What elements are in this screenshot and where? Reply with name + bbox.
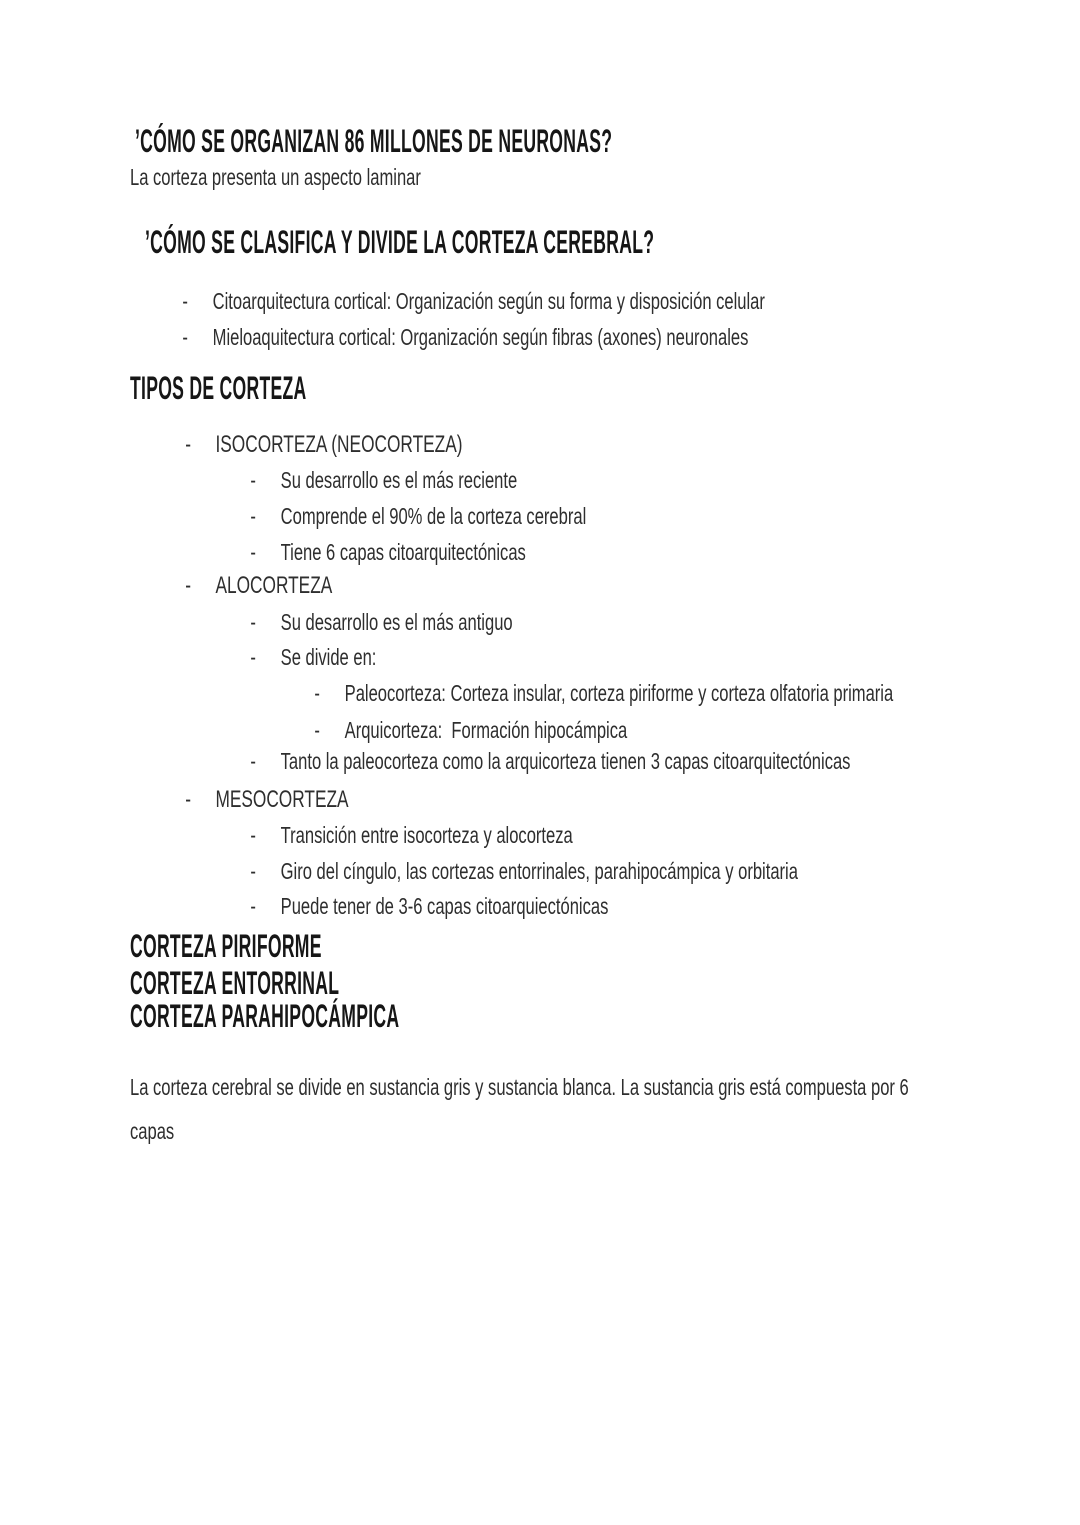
list-item-text: Comprende el 90% de la corteza cerebral: [280, 503, 587, 529]
bullet-dash: -: [250, 748, 256, 774]
heading-como-se-clasifica: ’CÓMO SE CLASIFICA Y DIVIDE LA CORTEZA CEREBRAL?: [145, 224, 655, 260]
heading-corteza-piriforme: CORTEZA PIRIFORME: [130, 928, 322, 964]
closing-paragraph-line-2: capas: [130, 1118, 175, 1144]
list-item: [164, 303, 748, 372]
bullet-dash: -: [182, 324, 188, 350]
list-item-text: Mieloaquitectura cortical: Organización según fibras (axones) neuronales: [212, 324, 749, 350]
bullet-dash: -: [250, 467, 256, 493]
heading-como-se-organizan: ’CÓMO SE ORGANIZAN 86 MILLONES DE NEURONAS?: [135, 123, 613, 159]
heading-tipos-de-corteza: TIPOS DE CORTEZA: [130, 370, 307, 406]
heading-corteza-entorrinal: CORTEZA ENTORRINAL: [130, 965, 340, 1001]
bullet-dash: -: [250, 539, 256, 565]
list-item-text: Citoarquitectura cortical: Organización según su forma y disposición celular: [212, 288, 765, 314]
bullet-dash: -: [250, 644, 256, 670]
bullet-dash: -: [182, 288, 188, 314]
bullet-dash: -: [250, 609, 256, 635]
list-item-text: Arquicorteza: Formación hipocámpica: [344, 717, 628, 743]
list-item-text: Paleocorteza: Corteza insular, corteza piriforme y corteza olfatoria primaria: [344, 680, 894, 706]
list-item-text: Tanto la paleocorteza como la arquicorteza tienen 3 capas citoarquitectónicas: [280, 748, 851, 774]
list-item-text: MESOCORTEZA: [215, 786, 349, 813]
bullet-dash: -: [185, 786, 191, 813]
bullet-dash: -: [250, 893, 256, 919]
list-item-text: ISOCORTEZA (NEOCORTEZA): [215, 431, 463, 458]
list-item-text: Su desarrollo es el más reciente: [280, 467, 518, 493]
subtitle-aspecto-laminar: La corteza presenta un aspecto laminar: [130, 164, 421, 190]
bullet-dash: -: [185, 572, 191, 599]
bullet-dash: -: [185, 431, 191, 458]
heading-corteza-parahipocampica: CORTEZA PARAHIPOCÁMPICA: [130, 998, 400, 1034]
list-item-text: Su desarrollo es el más antiguo: [280, 609, 513, 635]
closing-paragraph-line-1: La corteza cerebral se divide en sustancia gris y sustancia blanca. La sustancia gris está compuesta por 6: [130, 1074, 909, 1100]
list-item-text: Se divide en:: [280, 644, 377, 670]
list-item-text: Puede tener de 3-6 capas citoarquiectónicas: [280, 893, 609, 919]
bullet-dash: -: [314, 717, 320, 743]
list-item-text: Tiene 6 capas citoarquitectónicas: [280, 539, 526, 565]
list-item-text: Giro del cíngulo, las cortezas entorrinales, parahipocámpica y orbitaria: [280, 858, 798, 884]
bullet-dash: -: [250, 822, 256, 848]
bullet-dash: -: [314, 680, 320, 706]
list-item-text: Transición entre isocorteza y alocorteza: [280, 822, 573, 848]
bullet-dash: -: [250, 503, 256, 529]
bullet-dash: -: [250, 858, 256, 884]
list-item-text: ALOCORTEZA: [215, 572, 333, 599]
